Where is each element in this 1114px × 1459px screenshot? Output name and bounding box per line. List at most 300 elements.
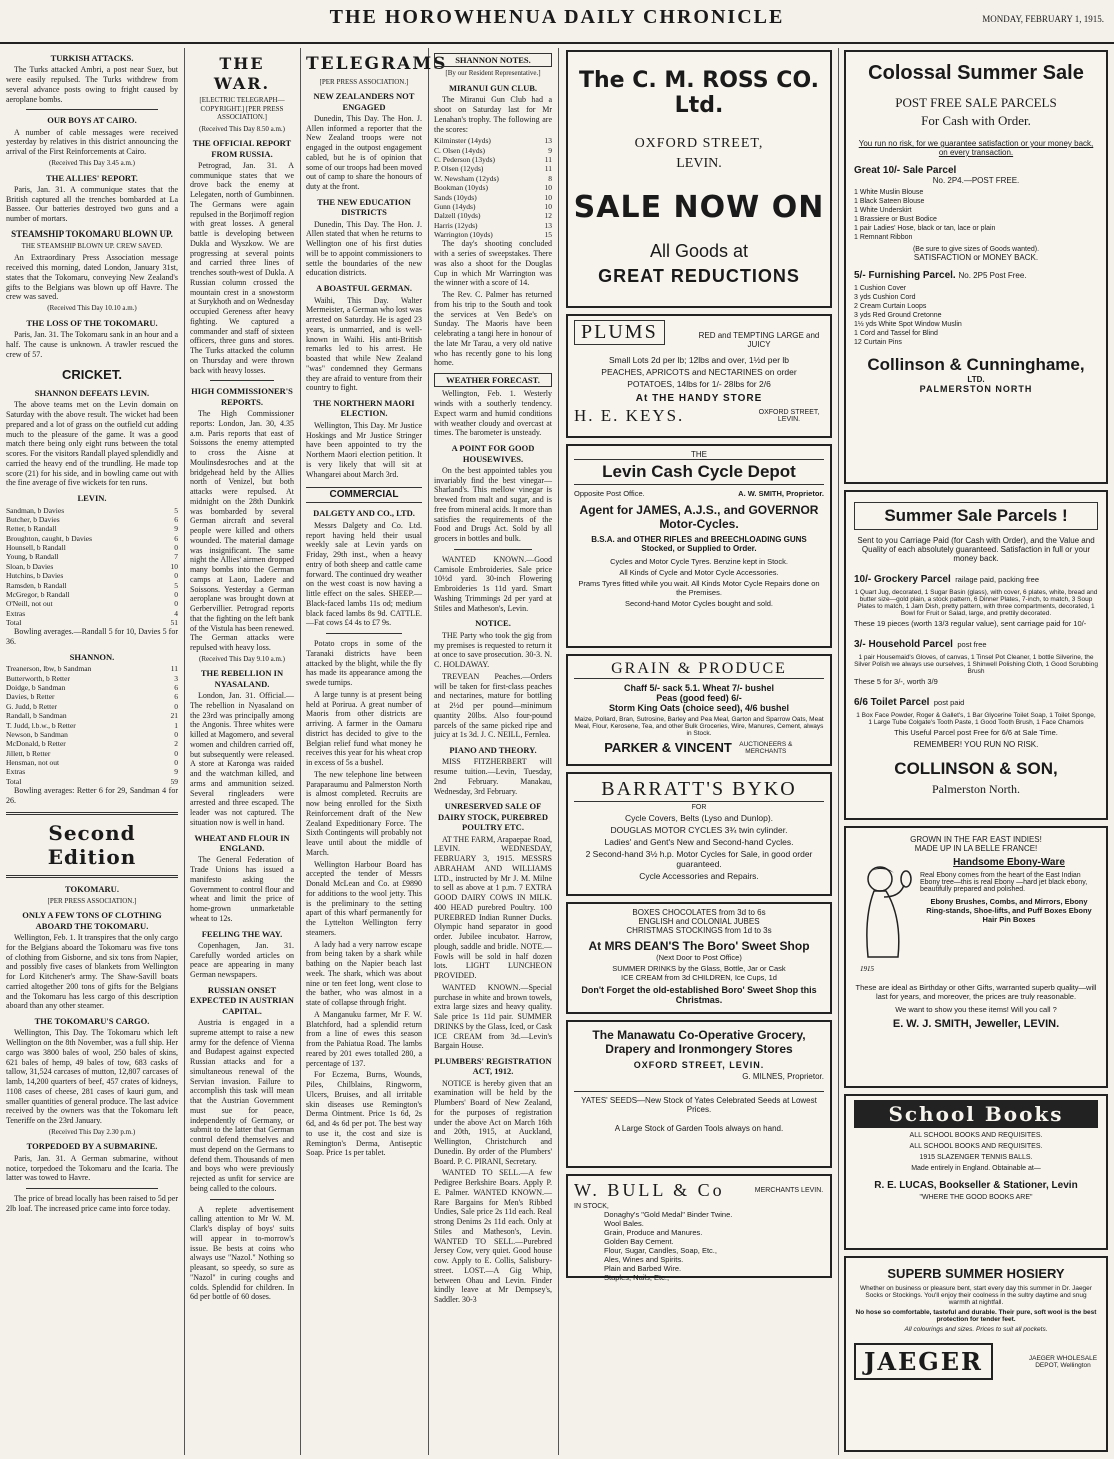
- ad-text: Whether on business or pleasure bent, start every day this summer in Dr. Jaeger Socks or Stockings. You'll enjoy their coolness in the sultry daytime and snug warmth at nightfall.: [860, 1285, 1092, 1306]
- ad-jaeger-hosiery: [844, 1256, 1108, 1452]
- list-item: Staples, Nails, Etc.,: [604, 1273, 670, 1282]
- list-item: 1 Brassiere or Bust Bodice: [854, 216, 937, 224]
- player-name: Dalzell (10yds): [434, 211, 481, 221]
- player-name: Treanerson, lbw, b Sandman: [6, 664, 92, 674]
- headline: THE LOSS OF THE TOKOMARU.: [26, 317, 158, 328]
- article-text: The above teams met on the Levin domain on Saturday with the above result. The wicket had been prepared and a lot of grass on the outfield cut adding much to the pleasure of the game. It was a good match there being only eight runs between the total scores. For the visitors Randall played splendidly and carried the heavy end of the trundling. He made top score (21) for his side, and in bowling came out with the fine average of five wickets for ten runs.: [6, 400, 178, 488]
- score-row: [6, 543, 178, 552]
- score-row: [6, 552, 178, 561]
- ad-line: Agent for JAMES, A.J.S., and GOVERNOR Motor-Cycles.: [579, 503, 819, 531]
- ad-text: 1 pair Housemaid's Gloves, of canvas, 1 Tinsel Pot Cleaner, 1 bottle Silverine, the Silver Polish we always use ourselves, 1 Shinwell Polishing Cloth, 1 Good Scrubbing Brush: [854, 654, 1098, 675]
- divider: [26, 109, 158, 110]
- ad-line: All Kinds of Cycle and Motor Cycle Accessories.: [619, 568, 779, 577]
- list-item: Donaghy's "Gold Medal" Binder Twine.: [604, 1210, 733, 1219]
- ad-line: YATES' SEEDS—New Stock of Yates Celebrated Seeds at Lowest Prices.: [574, 1091, 824, 1114]
- score-row: [434, 155, 552, 164]
- score-value: 0: [174, 599, 178, 609]
- score-row: [6, 581, 178, 590]
- ad-proprietor: H. E. KEYS.: [574, 406, 685, 425]
- column-rule: [838, 48, 839, 1455]
- headline: DALGETY AND CO., LTD.: [313, 508, 415, 519]
- ad-text: This Useful Parcel post Free for 6/6 at Sale Time.: [894, 728, 1058, 737]
- article-text: The General Federation of Trade Unions has issued a manifesto asking the Government to control flour and wheat and limit the price of home-grown unmarketable wheat to 12s.: [190, 855, 294, 923]
- article-text: An Extraordinary Press Association message received this morning, dated London, January 31st, states that the Tokomaru, conveying New Zealand's gifts to the Belgians was blown up off Havre. The crew was saved.: [6, 253, 178, 302]
- article-text: The Miranui Gun Club had a shoot on Saturday last for Mr Lenahan's trophy. The following are the scores:: [434, 95, 552, 134]
- ad-text: Real Ebony comes from the heart of the East Indian Ebony tree—this is real Ebony —hard jet black ebony, beautifully prepared and polished.: [920, 872, 1088, 893]
- classified-ad: WANTED KNOWN.—Good Camisole Embroideries. Sale price 10½d yard. 30-inch Flowering Embroideries 1s 11d yard. Smart Washing Trimmings 2d per yard at Stiles and Matheson's, Levin.: [434, 554, 552, 613]
- classified-ad: WANTED TO SELL.—A few Pedigree Berkshire Boars. Apply P. E. Palmer. WANTED KNOWN.—Rare Bargains for Men's Ribbed Undies, Sale price 2s 11d each. Real strong Denims 2s 11d each. Only at Stiles and Matheson's, Levin. WANTED TO SELL.—Purebred Jersey Cow, very quiet. Good house cow. Apply to E. Collis, Salisbury-street. LOST.—A Gig Whip, between Ohau and Levin. Finder kindly leave at Mr Dempsey's, Saddler. 30-3: [434, 1168, 552, 1305]
- ad-parcel-tag: railage paid, packing free: [955, 575, 1039, 584]
- ad-line: Cycle Covers, Belts (Lyso and Dunlop).: [624, 813, 774, 823]
- ad-line: Peas (good feed) 6/-: [656, 693, 742, 703]
- player-name: Extras: [6, 767, 26, 777]
- ad-line: ENGLISH and COLONIAL JUBES: [638, 917, 760, 926]
- article-text: Wellington, This Day. The Tokomaru which left Wellington on the 8th November, was a full ship. Her cargo was 3800 bales of wool, 250 bales of skins, 621 bales of hemp, 49 bales of tow, 683 casks of tallow, 31,524 carcases of mutton, 12,807 carcases of lamb, 14,200 quarters of beef, 457 crates of kidneys, 1108 cases of cheese, 281 cases of kauri gum, and smaller quantities of general produce. The last advice received by the owners was that the Tokomaru left Teneriffe on the 23rd January.: [6, 1028, 178, 1126]
- headline: THE REBELLION IN NYASALAND.: [200, 668, 284, 689]
- received-time: (Received This Day 8.50 a.m.): [199, 124, 285, 133]
- ad-text: No hose so comfortable, tasteful and durable. Their pure, soft wool is the best protection for tender feet.: [855, 1309, 1097, 1323]
- ad-tagline: RED and TEMPTING LARGE and JUICY: [698, 331, 820, 349]
- subheadline: ONLY A FEW TONS OF CLOTHING ABOARD THE TOKOMARU.: [22, 910, 162, 931]
- article-text: Wellington, This Day. Mr Justice Hoskings and Mr Justice Stringer have been appointed to try the Northern Maori election petition. It is very likely that will sit at Whangarei about March 3rd.: [306, 420, 422, 479]
- classified-ad: TREVEAN Peaches.—Orders will be taken for first-class peaches and nectarines, mature for bottling at 2½d per pound—minimum quantity 20lbs. Also four-pound parcels of the same picked ripe and juicy at 1s 3d. J. C. NEILL, Fernlea.: [434, 671, 552, 740]
- score-value: 21: [170, 711, 178, 721]
- score-row: [6, 590, 178, 599]
- score-row: [434, 230, 552, 239]
- article-text: A large tunny is at present being held at Porirua. A great number of Maoris from other districts are arriving. A farmer in the Oamaru district has decided to give to the Belgian relief fund what money he receives this year for his wheat crop in excess of 5s a bushel.: [306, 689, 422, 768]
- ad-text: Sent to you Carriage Paid (for Cash with Order), and the Value and Quality of each absolutely guaranteed. Satisfaction in full or your money back.: [857, 536, 1095, 563]
- score-value: 0: [174, 589, 178, 599]
- article-text: Austria is engaged in a supreme attempt to raise a new army for the defence of Vienna and Budapest against expected Russian attacks and for a simultaneous renewal of the Servian invasion. Failure to accomplish this task will mean that the Austrian Government must sue for peace, independently of Germany, or submit to the latter that German control defend themselves and must depend on the Germans to defend them. Thousands of men and boys who were previously rejected as unfit for service are being called to the colours.: [190, 1018, 294, 1193]
- score-row: [6, 515, 178, 524]
- score-row: [6, 767, 178, 776]
- score-row: [6, 749, 178, 758]
- column-4: [434, 48, 552, 1455]
- player-name: Hensman, not out: [6, 758, 60, 768]
- score-row: [6, 711, 178, 720]
- ad-parcel-number: No. 2P4.—POST FREE.: [932, 176, 1020, 185]
- ad-title: School Books: [854, 1100, 1098, 1128]
- ad-parcel-tag: post free: [957, 640, 987, 649]
- jaeger-logo: JAEGER: [854, 1343, 993, 1380]
- ad-sale-banner: SALE NOW ON: [573, 190, 825, 225]
- divider: [6, 875, 178, 878]
- article-text: For Eczema, Burns, Wounds, Piles, Chilblains, Ringworm, Ulcers, Bruises, and all irritable skin diseases use Remington's Derma Ointment. Price 1s 6d, 2s 6d, and 4s 6d per pot. The best way to use it, the cost and size is Remington's Derma, Antiseptic Soap. Price 1s per tablet.: [306, 1070, 422, 1158]
- score-value: 13: [544, 136, 552, 146]
- score-value: 8: [548, 173, 552, 183]
- ad-firm: R. E. LUCAS, Bookseller & Stationer, Levin: [874, 1180, 1078, 1191]
- ad-text: 1 Box Face Powder, Roger & Gallet's, 1 Bar Glycerine Toilet Soap, 1 Toilet Sponge, 1 Large Tube Colgate's Tooth Paste, 1 Good Tooth Brush, 1 Face Chamois: [856, 712, 1096, 726]
- list-item: 1½ yds White Spot Window Muslin: [854, 320, 962, 328]
- ad-subtitle: For Cash with Order.: [921, 113, 1031, 128]
- score-value: 0: [174, 758, 178, 768]
- source-line: [PER PRESS ASSOCIATION.]: [47, 896, 137, 905]
- score-row: [6, 618, 178, 627]
- article-text: The new telephone line between Paraparaumu and Palmerston North is almost completed. Recruits are now being enrolled for the Sixth Reinforcement draft of the New Zealand Expeditionary Force. The Sixth Contingents will probably not leave until about the middle of March.: [306, 769, 422, 857]
- score-value: 7: [174, 552, 178, 562]
- article-text: Wellington Harbour Board has accepted the tender of Messrs Donald McLean and Co. at £9890 for additions to the wool jetty. This is the preliminary to the setting apart of this wharf permanently for the Lyttelton Wellington ferry steamers.: [306, 859, 422, 937]
- article-text: Dunedin, This Day. The Hon. J. Allen informed a reporter that the New Zealand troops were not engaged in the outpost engagement cabled, but he is of opinion that some of our troops had been moved out of camp to share the honours of duty at the front.: [306, 113, 422, 192]
- ad-firm: Collinson & Cunninghame,: [867, 355, 1085, 375]
- list-item: Grain, Produce and Manures.: [604, 1228, 703, 1237]
- ad-text: IN STOCK,: [574, 1203, 609, 1210]
- ad-firm-suffix: LTD.: [967, 375, 985, 385]
- article-text: Waihi, This Day. Walter Mermeister, a German who lost was arrested on Saturday. He is aged 23 years, is unmarried, and is well-known in Waihi. His anti-British remarks led to his arrest. He boasted that while New Zealand "was" condemned they Germans they are afraid to venture from their country to fight.: [306, 295, 422, 393]
- score-value: 15: [544, 230, 552, 239]
- list-item: Plain and Barbed Wire.: [604, 1264, 682, 1273]
- player-name: Broughton, caught, b Davies: [6, 533, 93, 543]
- article-text: On the best appointed tables you invariably find the best vinegar—Sharland's. This mellow vinegar is brewed from malt and sugar, and is free from mineral acids. It more than satisfies the requirements of the Food and Drugs Act. Sold by all grocers in bottles and bulk.: [434, 465, 552, 544]
- ad-address: Opposite Post Office.: [574, 489, 645, 498]
- score-row: [6, 758, 178, 767]
- received-time: (Received This Day 10.10 a.m.): [47, 304, 137, 313]
- player-name: Sandman, b Davies: [6, 505, 65, 515]
- article-text: Paris, Jan. 31. A communique states that the British captured all the trenches bombarded at La Bassee. Our batteries destroyed two guns and a number of mortars.: [6, 184, 178, 224]
- score-row: [6, 664, 178, 673]
- lady-illustration: [854, 857, 914, 977]
- ad-barratts-byko: [566, 772, 832, 896]
- player-name: P. Olsen (12yds): [434, 164, 484, 174]
- ad-parcel-heading: 3/- Household Parcel: [854, 639, 953, 650]
- ad-line: SATISFACTION or MONEY BACK.: [913, 252, 1039, 262]
- classified-ad: AT THE FARM, Arapaepae Road, LEVIN. WEDNESDAY, FEBRUARY 3, 1915. MESSRS ABRAHAM AND WILLIAMS LTD., instructed by Mr J. M. Milne to sell as above at 1 p.m. 7 EXTRA GOOD DAIRY COWS IN MILK. 400 HEAD purebred Poultry. 100 PUREBRED Indian Runner Ducks. Olympic hand separator in good order. Jubilee incubator. Harrow, plough, saddle and bridle. NOTE.—Fowls will be sold in half dozen lots. LIGHT LUNCHEON PROVIDED.: [434, 834, 552, 980]
- headline: WHEAT AND FLOUR IN ENGLAND.: [194, 832, 290, 853]
- ad-firm: COLLINSON & SON,: [894, 759, 1058, 778]
- score-value: 0: [174, 729, 178, 739]
- headline: FEELING THE WAY.: [201, 928, 283, 939]
- ad-line: A Large Stock of Garden Tools always on hand.: [614, 1124, 784, 1133]
- ad-line: DOUGLAS MOTOR CYCLES 3¾ twin cylinder.: [610, 825, 788, 835]
- ad-title: Colossal Summer Sale: [868, 62, 1084, 84]
- ad-text: GREAT REDUCTIONS: [598, 266, 800, 286]
- ad-text: All Goods at: [649, 241, 749, 261]
- headline: PIANO AND THEORY.: [449, 745, 537, 756]
- headline: A POINT FOR GOOD HOUSEWIVES.: [451, 443, 535, 464]
- headline: HIGH COMMISSIONER'S REPORTS.: [191, 386, 293, 407]
- ad-line: (Next Door to Post Office): [656, 953, 742, 962]
- ad-mrs-dean: [566, 902, 832, 1014]
- ad-title: PLUMS: [574, 320, 665, 345]
- article-text: Dunedin, This Day. The Hon. J. Allen stated that when he returns to Wellington one of his first duties will be to appoint commissioners to settle the boundaries of the new education districts.: [306, 219, 422, 278]
- ad-summer-sale-parcels: [844, 490, 1108, 820]
- second-edition-heading: Second Edition: [47, 820, 137, 870]
- player-name: Sloan, b Davies: [6, 561, 54, 571]
- headline: TORPEDOED BY A SUBMARINE.: [26, 1141, 158, 1152]
- headline: THE ALLIES' REPORT.: [46, 172, 138, 183]
- player-name: Butcher, b Davies: [6, 514, 60, 524]
- article-text: Paris, Jan. 31. The Tokomaru sank in an hour and a half. The cause is unknown. A trawler rescued the crew of 57.: [6, 330, 178, 359]
- player-name: Butterworth, b Retter: [6, 673, 70, 683]
- ad-line: Storm King Oats (choice seed), 4/6 bushel: [608, 703, 790, 713]
- player-name: G. Judd, b Retter: [6, 701, 58, 711]
- list-item: 12 Curtain Pins: [854, 339, 902, 347]
- divider: [210, 380, 274, 381]
- headline: THE NEW EDUCATION DISTRICTS: [317, 196, 411, 218]
- headline: NOTICE.: [475, 618, 511, 629]
- score-value: 6: [174, 692, 178, 702]
- score-row: [6, 534, 178, 543]
- list-item: 1 White Muslin Blouse: [854, 189, 924, 196]
- ad-firm: PARKER & VINCENT: [604, 740, 732, 755]
- section-heading: CRICKET.: [62, 367, 122, 383]
- ad-title: Summer Sale Parcels !: [854, 502, 1098, 530]
- player-name: Total: [6, 618, 22, 628]
- column-rule: [428, 48, 429, 1455]
- ad-collinson-cunninghame: [844, 50, 1108, 484]
- ad-text: These 19 pieces (worth 13/3 regular value), sent carriage paid for 10/-: [854, 619, 1087, 628]
- bowling-averages: Bowling averages: Retter 6 for 29, Sandman 4 for 26.: [6, 786, 178, 805]
- ad-line: Ladies' and Gent's New and Second-hand Cycles.: [604, 837, 794, 847]
- ad-line: You run no risk, for we guarantee satisfaction or your money back, on every transaction.: [858, 139, 1094, 157]
- score-value: 0: [174, 701, 178, 711]
- divider: [454, 549, 532, 550]
- source-line: [ELECTRIC TELEGRAPH—COPYRIGHT.] [PER PRESS ASSOCIATION.]: [199, 96, 285, 122]
- ad-role: MERCHANTS LEVIN.: [754, 1187, 824, 1194]
- ad-line: Made entirely in England. Obtainable at—: [911, 1165, 1041, 1172]
- score-row: [6, 562, 178, 571]
- issue-date: MONDAY, FEBRUARY 1, 1915.: [982, 14, 1104, 24]
- ad-text: 1 Quart Jug, decorated, 1 Sugar Basin (glass), with cover, 6 plates, white, bread and butter size—gold plain, a stock pattern, 6 Dinner Plates, 7-inch, to match, 3 Soup Plates to match, 1 Jam Dish, pretty pattern, with three compartments, decorated, 1 Bowl for Fruit or Salad, large, and prettily decorated.: [854, 589, 1098, 617]
- ad-parcel-items: [854, 284, 1098, 348]
- player-name: Hutchins, b Davies: [6, 571, 64, 581]
- headline: UNRESERVED SALE OF DAIRY STOCK, PUREBRED POULTRY ETC.: [438, 801, 548, 833]
- ad-line: B.S.A. and OTHER RIFLES and BREECHLOADING GUNS Stocked, or Supplied to Order.: [591, 535, 807, 553]
- player-name: Davies, b Retter: [6, 692, 55, 702]
- gun-club-scores: [434, 136, 552, 239]
- ad-parcel-heading: 10/- Grockery Parcel: [854, 574, 951, 585]
- ad-line: Second-hand Motor Cycles bought and sold.: [624, 599, 773, 608]
- article-text: The Rev. C. Palmer has returned from his trip to the South and took the services at Ven Bede's on Sunday. The Maoris have been celebrating a tangi here in honour of the late Mr Tarau, a very old native who has recently gone to his long home.: [434, 290, 552, 368]
- article-text: The High Commissioner reports: London, Jan. 30, 4.35 a.m. Paris reports that east of Soissons the enemy attempted to cross the Aisne at Moulinsdesroches and at the bridgehead held by the Allies north of Venizel, but both attacks were repulsed. At midnight on the 28th Dunkirk was bombarded by several German aircraft and several people were killed and others wounded. The material damage was insignificant. The same night the Allies' airmen dropped many bombs into the German camps at Laon, Ladere and Soissons. Yesterday a German aeroplane was brought down at Gerbervillier. Petrograd reports that the fighting on the left bank of the Vistula has been renewed. The German attacks were repulsed with heavy loss.: [190, 409, 294, 653]
- score-value: 5: [174, 580, 178, 590]
- score-value: 9: [174, 767, 178, 777]
- ad-proprietor: A. W. SMITH, Proprietor.: [738, 489, 824, 498]
- ad-line: BOXES CHOCOLATES from 3d to 6s: [632, 908, 766, 917]
- score-value: 9: [174, 524, 178, 534]
- score-value: 10: [544, 192, 552, 202]
- score-row: [6, 674, 178, 683]
- score-row: [434, 221, 552, 230]
- player-name: Ramsden, b Randall: [6, 580, 67, 590]
- ad-parcel-heading: 5/- Furnishing Parcel.: [854, 269, 956, 281]
- ad-line: ALL SCHOOL BOOKS AND REQUISITES.: [909, 1143, 1043, 1150]
- headline: MIRANUI GUN CLUB.: [448, 82, 538, 93]
- article-text: Wellington, Feb. 1. Westerly winds with a southerly tendency. Expect warm and humid conditions with weather cloudy and overcast at times. The barometer is unsteady.: [434, 389, 552, 438]
- ad-title: SUPERB SUMMER HOSIERY: [887, 1266, 1065, 1281]
- ad-text: These are ideal as Birthday or other Gifts, warranted superb quality—will last for years, and moreover, the prices are truly reasonable.: [855, 983, 1097, 1001]
- headline: STEAMSHIP TOKOMARU BLOWN UP.: [11, 228, 173, 239]
- headline: THE TOKOMARU'S CARGO.: [34, 1016, 150, 1027]
- ad-text: REMEMBER! YOU RUN NO RISK.: [913, 740, 1039, 749]
- headline: NEW ZEALANDERS NOT ENGAGED: [313, 91, 415, 112]
- team-heading: LEVIN.: [77, 493, 107, 504]
- headline: A BOASTFUL GERMAN.: [315, 283, 413, 294]
- ad-manawatu-coop: [566, 1020, 832, 1168]
- ad-depot: JAEGER WHOLESALE DEPOT, Wellington: [1028, 1354, 1098, 1369]
- score-row: [434, 211, 552, 220]
- ad-line: MADE UP IN LA BELLE FRANCE!: [914, 844, 1038, 853]
- headline: THE NORTHERN MAORI ELECTION.: [313, 398, 415, 419]
- ad-title: The C. M. ROSS CO. Ltd.: [578, 68, 820, 118]
- player-name: Hounsell, b Randall: [6, 543, 66, 553]
- ad-text: THE: [691, 450, 707, 459]
- score-value: 12: [544, 211, 552, 221]
- ad-line: POTATOES, 14lbs for 1/- 28lbs for 2/6: [627, 379, 771, 389]
- list-item: 1 pair Ladies' Hose, black or tan, lace or plain: [854, 225, 996, 233]
- ad-ebony-ware: [844, 826, 1108, 1088]
- list-item: 1 White Underskirt: [854, 207, 912, 215]
- classified-ad: MISS FITZHERBERT will resume tuition.—Levin, Tuesday, 2nd February. Manakau, Wednesday, 3rd February.: [434, 757, 552, 796]
- ad-subtitle: POST FREE SALE PARCELS: [895, 95, 1057, 110]
- article-text: Potato crops in some of the Taranaki districts have been attacked by the blight, while the fly has made its appearance among the swede turnips.: [306, 639, 422, 688]
- score-value: 6: [174, 514, 178, 524]
- ad-line: PEACHES, APRICOTS and NECTARINES on order: [601, 367, 797, 377]
- score-value: 9: [548, 145, 552, 155]
- ad-line: Cycles and Motor Cycle Tyres. Benzine kept in Stock.: [610, 557, 788, 566]
- ad-line: Maize, Pollard, Bran, Sutrosine, Barley and Pea Meal, Garton and Sparrow Oats, Meat Meal, Flour, Kerosene, Tea, and other Bulk Groceries, Wire, Manures, Cement, always in Stock.: [574, 716, 824, 737]
- score-value: 10: [170, 561, 178, 571]
- list-item: 1 Black Sateen Blouse: [854, 198, 925, 206]
- ad-title: GRAIN & PRODUCE: [574, 660, 824, 679]
- column-rule: [300, 48, 301, 1455]
- score-row: [6, 721, 178, 730]
- player-name: Newson, b Sandman: [6, 729, 68, 739]
- ad-parcel-heading: Great 10/- Sale Parcel: [854, 165, 957, 176]
- section-heading: THE WAR.: [213, 54, 271, 93]
- player-name: T. Judd, l.b.w., b Retter: [6, 720, 76, 730]
- score-value: 2: [174, 739, 178, 749]
- player-name: W. Newsham (12yds): [434, 173, 499, 183]
- player-name: Gunn (14yds): [434, 201, 476, 211]
- player-name: Young, b Randall: [6, 552, 59, 562]
- scorecard-shannon: [6, 664, 178, 786]
- score-value: 1: [174, 720, 178, 730]
- score-value: 10: [544, 201, 552, 211]
- article-text: A Manganuku farmer, Mr F. W. Blatchford, had a splendid return from a line of ewes this season from the Pahiatua Road. The lambs reared by 201 ewes totalled 280, a percentage of 137.: [306, 1009, 422, 1068]
- source-line: [By our Resident Representative.]: [445, 69, 541, 78]
- article-text: A replete advertisement calling attention to Mr W. M. Clark's display of boys' suits will appear in to-morrow's issue. Be bests at coins who always use "Nazol." Nothing so pleasant, so speedy, so sure as "Nazol" in curing coughs and colds. Splendid for children. In 6d per bottle of 60 doses.: [190, 1204, 294, 1302]
- list-item: 3 yds Red Ground Cretonne: [854, 311, 942, 319]
- divider: [6, 812, 178, 815]
- player-name: Harris (12yds): [434, 220, 478, 230]
- player-name: McDonald, b Retter: [6, 739, 66, 749]
- ad-line: SUMMER DRINKS by the Glass, Bottle, Jar or Cask: [612, 964, 786, 973]
- ad-address: OXFORD STREET, LEVIN.: [633, 1060, 765, 1070]
- list-item: Golden Bay Cement.: [604, 1237, 674, 1246]
- article-text: Copenhagen, Jan. 31. Carefully worded articles on peace are appearing in many German newspapers.: [190, 940, 294, 980]
- headline: OUR BOYS AT CAIRO.: [47, 115, 137, 126]
- ad-school-books: [844, 1094, 1108, 1250]
- ad-text: All colourings and sizes. Prices to suit all pockets.: [904, 1326, 1048, 1333]
- headline: TOKOMARU.: [65, 884, 119, 895]
- ad-title: The Manawatu Co-Operative Grocery, Drapery and Ironmongery Stores: [592, 1028, 806, 1056]
- subheadline: THE STEAMSHIP BLOWN UP. CREW SAVED.: [21, 241, 163, 250]
- score-value: 4: [174, 608, 178, 618]
- ad-line: Cycle Accessories and Repairs.: [639, 871, 759, 881]
- bowling-averages: Bowling averages.—Randall 5 for 10, Davies 5 for 36.: [6, 627, 178, 647]
- list-item: Flour, Sugar, Candles, Soap, Etc.,: [604, 1246, 717, 1255]
- ad-line: At THE HANDY STORE: [635, 393, 763, 404]
- ad-text: These 5 for 3/-, worth 3/9: [854, 677, 938, 686]
- score-value: 6: [174, 683, 178, 693]
- ad-title: W. BULL & Co: [574, 1180, 725, 1200]
- score-row: [6, 692, 178, 701]
- list-item: Wool Bales.: [604, 1219, 644, 1228]
- column-2: [190, 48, 294, 1455]
- ad-parcel-tag: post paid: [933, 698, 965, 707]
- list-item: Ales, Wines and Spirits.: [604, 1255, 684, 1264]
- ad-line: CHRISTMAS STOCKINGS from 1d to 3s: [626, 926, 772, 935]
- score-row: [434, 174, 552, 183]
- player-name: C. Pederson (13yds): [434, 155, 496, 164]
- section-heading: COMMERCIAL: [306, 487, 422, 503]
- player-name: Jillett, b Retter: [6, 748, 51, 758]
- divider: [210, 1199, 274, 1200]
- list-item: 2 Cream Curtain Loops: [854, 302, 927, 310]
- score-value: 0: [174, 543, 178, 553]
- divider: [26, 1188, 158, 1189]
- ad-grain-produce: [566, 654, 832, 766]
- score-row: [6, 609, 178, 618]
- ad-line: Chaff 5/- sack 5.1. Wheat 7/- bushel: [623, 683, 775, 693]
- ad-text: Ebony Brushes, Combs, and Mirrors, Ebony Ring-stands, Shoe-lifts, and Puff Boxes Ebony Hair Pin Boxes: [926, 897, 1092, 924]
- score-row: [434, 202, 552, 211]
- score-value: 59: [170, 776, 178, 786]
- ad-address: OXFORD STREET, LEVIN.: [758, 409, 820, 423]
- ad-proprietor: G. MILNES, Proprietor.: [742, 1072, 824, 1081]
- newspaper-title: THE HOROWHENUA DAILY CHRONICLE: [329, 6, 785, 28]
- player-name: C. Olsen (14yds): [434, 145, 486, 155]
- ad-title: At MRS DEAN'S The Boro' Sweet Shop: [588, 939, 810, 953]
- ad-parcel-number: No. 2P5 Post Free.: [958, 270, 1027, 280]
- player-name: Extras: [6, 608, 26, 618]
- score-value: 11: [170, 664, 178, 674]
- score-row: [434, 146, 552, 155]
- ad-text: FOR: [691, 804, 707, 811]
- ad-title: Levin Cash Cycle Depot: [574, 459, 824, 485]
- article-text: Messrs Dalgety and Co. Ltd. report having held their usual weekly sale at Levin yards on Friday, 29th inst., when a heavy entry of both sheep and cattle came forward. The continued dry weather on the west coast is now having a little effect on the sales. SHEEP.—Black-faced lambs 11s od; medium black faced lambs 8s 9d. CATTLE.—Fat cows £4 4s to £7 9s.: [306, 520, 422, 628]
- article-text: London, Jan. 31. Official.—The rebellion in Nyasaland on the 23rd was principally among the Angonis. Three whites were killed at Magomero, and several women and children carried off, but subsequently were released. A store at Karonga was raided and the watchman killed, and arms and ammunition seized. Several ringleaders were arrested and three escaped. The leader was not captured. The situation now is well in hand.: [190, 691, 294, 827]
- received-time: (Received This Day 9.10 a.m.): [199, 654, 285, 663]
- score-row: [6, 599, 178, 608]
- headline: RUSSIAN ONSET EXPECTED IN AUSTRIAN CAPITAL.: [190, 984, 294, 1016]
- player-name: Randall, b Sandman: [6, 711, 67, 721]
- player-name: O'Neill, not out: [6, 599, 53, 609]
- ad-title: BARRATT'S BYKO: [574, 778, 824, 802]
- ad-stock-list: [574, 1210, 824, 1282]
- score-value: 51: [170, 618, 178, 628]
- column-rule: [184, 48, 185, 1455]
- section-heading: SHANNON NOTES.: [434, 53, 552, 67]
- score-row: [434, 193, 552, 202]
- score-value: 6: [174, 533, 178, 543]
- column-rule: [558, 48, 559, 1455]
- illustration-year: 1915: [860, 965, 874, 973]
- ad-line: 1915 SLAZENGER TENNIS BALLS.: [919, 1154, 1033, 1161]
- ad-firm: E. W. J. SMITH, Jeweller, LEVIN.: [892, 1018, 1060, 1030]
- masthead: [0, 0, 1114, 44]
- section-heading: WEATHER FORECAST.: [434, 373, 552, 387]
- score-value: 0: [174, 748, 178, 758]
- score-value: 3: [174, 673, 178, 683]
- score-row: [434, 164, 552, 173]
- score-value: 0: [174, 571, 178, 581]
- player-name: Kilminster (14yds): [434, 136, 491, 146]
- score-row: [434, 183, 552, 192]
- team-heading: SHANNON.: [69, 651, 115, 662]
- received-time: (Received This Day 3.45 a.m.): [49, 158, 135, 167]
- player-name: McGregor, b Randall: [6, 589, 70, 599]
